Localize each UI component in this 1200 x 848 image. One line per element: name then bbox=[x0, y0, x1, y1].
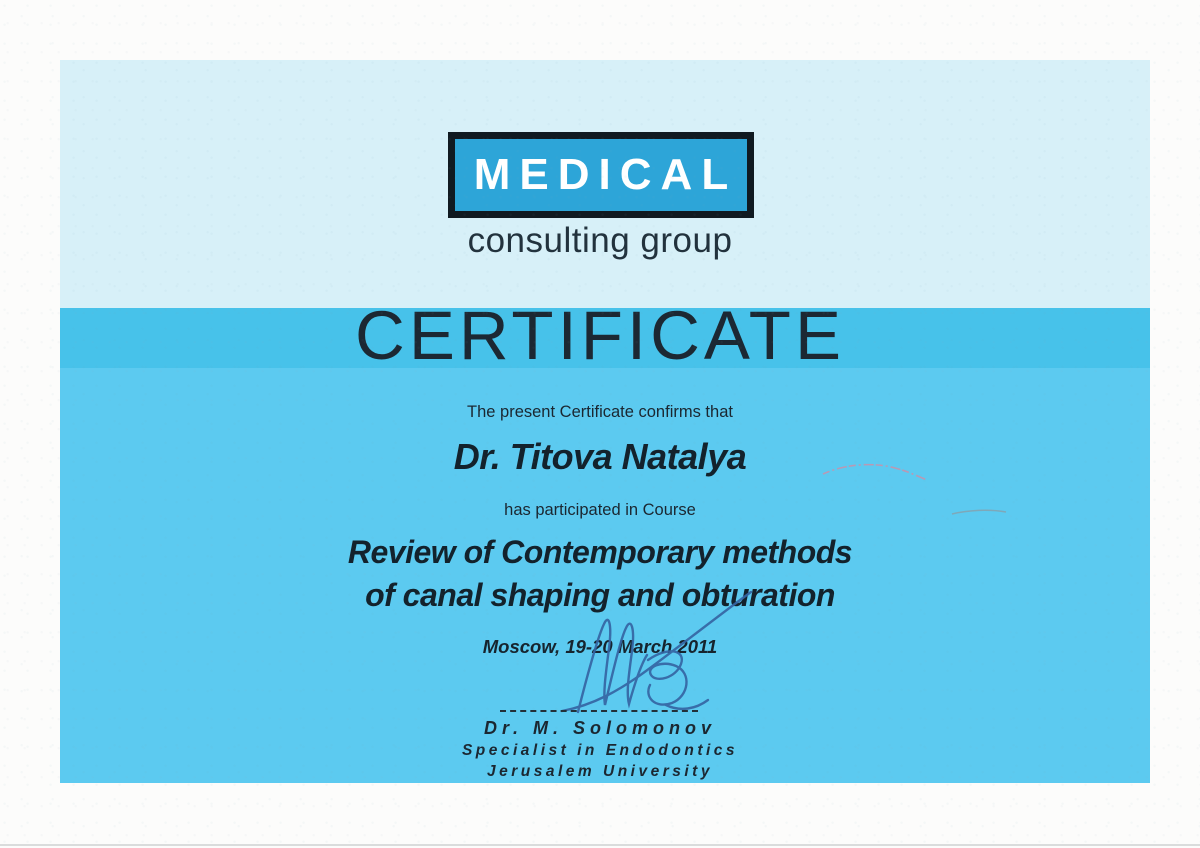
date-location-line: Moscow, 19-20 March 2011 bbox=[482, 636, 718, 657]
certificate-title: CERTIFICATE bbox=[355, 297, 845, 374]
signatory-institution: Jerusalem University bbox=[487, 763, 713, 780]
course-title-line-1: Review of Contemporary methods bbox=[347, 534, 853, 570]
participation-line: has participated in Course bbox=[504, 501, 696, 519]
scan-edge-line bbox=[0, 844, 1200, 846]
signatory-title: Specialist in Endodontics bbox=[461, 742, 739, 759]
course-title-line-2: of canal shaping and obturation bbox=[365, 577, 835, 613]
signature-line bbox=[500, 710, 698, 712]
medical-logo bbox=[448, 132, 754, 218]
confirmation-line: The present Certificate confirms that bbox=[467, 403, 733, 421]
recipient-name: Dr. Titova Natalya bbox=[453, 436, 747, 477]
signatory-name: Dr. M. Solomonov bbox=[483, 718, 716, 738]
logo-subtitle: consulting group bbox=[467, 221, 733, 260]
medical-logo-text: MEDICAL bbox=[473, 150, 738, 199]
